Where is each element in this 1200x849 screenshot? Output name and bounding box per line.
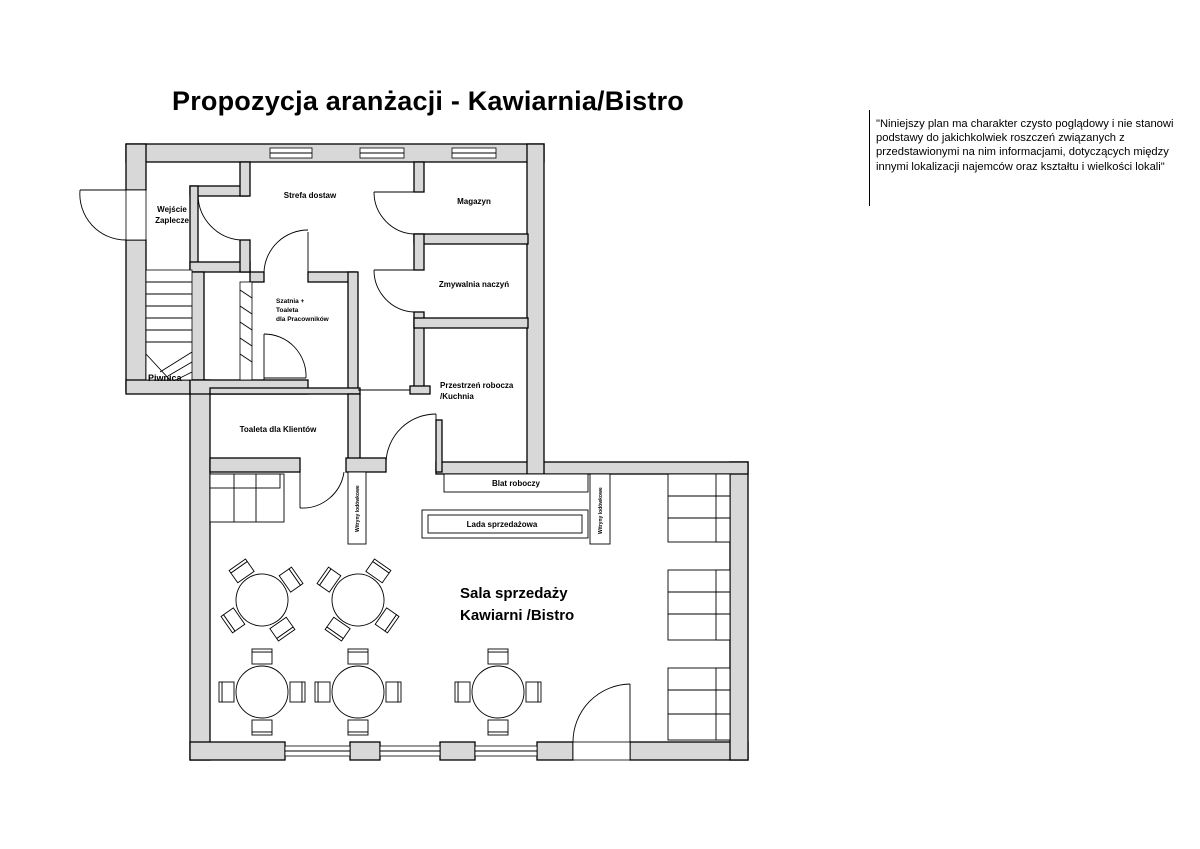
round-table <box>236 666 288 718</box>
sofa-right-2 <box>668 570 730 640</box>
chair <box>455 682 470 702</box>
sofa-right-1 <box>668 474 730 542</box>
table-with-chairs <box>315 649 401 735</box>
round-table <box>472 666 524 718</box>
disclaimer-text: "Niniejszy plan ma charakter czysto poglądowy i nie stanowi podstawy do jakichkolwiek roszczeń związanych z przedstawionymi na nim informacjami, dotyczących między innymi lokalizacji najemców oraz kształtu i wielkości lokali" <box>876 118 1174 173</box>
room-label-basement: Piwnica <box>148 373 182 383</box>
bottom-windows <box>285 746 537 756</box>
chair <box>348 649 368 664</box>
label-work-counter: Blat roboczy <box>491 479 541 488</box>
label-fridge-right: Witryny lodówkowe <box>598 487 604 534</box>
sofa-top-left <box>210 474 284 522</box>
room-label-kitchen: Przestrzeń robocza <box>440 381 514 390</box>
table-with-chairs <box>455 649 541 735</box>
chair <box>219 682 234 702</box>
round-table <box>332 666 384 718</box>
room-label-sales-2: Kawiarni /Bistro <box>460 607 575 624</box>
chair <box>290 682 305 702</box>
room-label-staff-2: Toaleta <box>276 307 299 314</box>
chair <box>526 682 541 702</box>
room-label-kitchen-2: /Kuchnia <box>440 392 474 401</box>
stairs <box>146 270 192 380</box>
page-title: Propozycja aranżacji - Kawiarnia/Bistro <box>172 86 684 116</box>
table-with-chairs <box>202 540 322 660</box>
chair <box>315 682 330 702</box>
room-label-entrance: Wejście <box>157 205 187 214</box>
room-label-entrance-2: Zaplecze <box>155 216 189 225</box>
room-label-sales: Sala sprzedaży <box>460 585 568 602</box>
chair <box>252 649 272 664</box>
room-label-storage: Magazyn <box>457 197 491 206</box>
table-with-chairs <box>298 540 418 660</box>
room-label-staff: Szatnia + <box>276 298 305 305</box>
room-label-client-toilet: Toaleta dla Klientów <box>239 425 317 434</box>
room-label-staff-3: dla Pracowników <box>276 316 329 323</box>
room-label-delivery: Strefa dostaw <box>283 191 337 200</box>
chair <box>488 720 508 735</box>
top-windows <box>270 148 496 158</box>
sofa-right-3 <box>668 668 730 740</box>
chair <box>488 649 508 664</box>
chair <box>252 720 272 735</box>
chair <box>348 720 368 735</box>
label-fridge-left: Witryny lodówkowe <box>355 485 361 532</box>
room-label-dishwashing: Zmywalnia naczyń <box>438 280 510 289</box>
label-sales-counter: Lada sprzedażowa <box>466 520 538 529</box>
table-with-chairs <box>219 649 305 735</box>
cafe-tables <box>202 540 541 735</box>
chair <box>386 682 401 702</box>
